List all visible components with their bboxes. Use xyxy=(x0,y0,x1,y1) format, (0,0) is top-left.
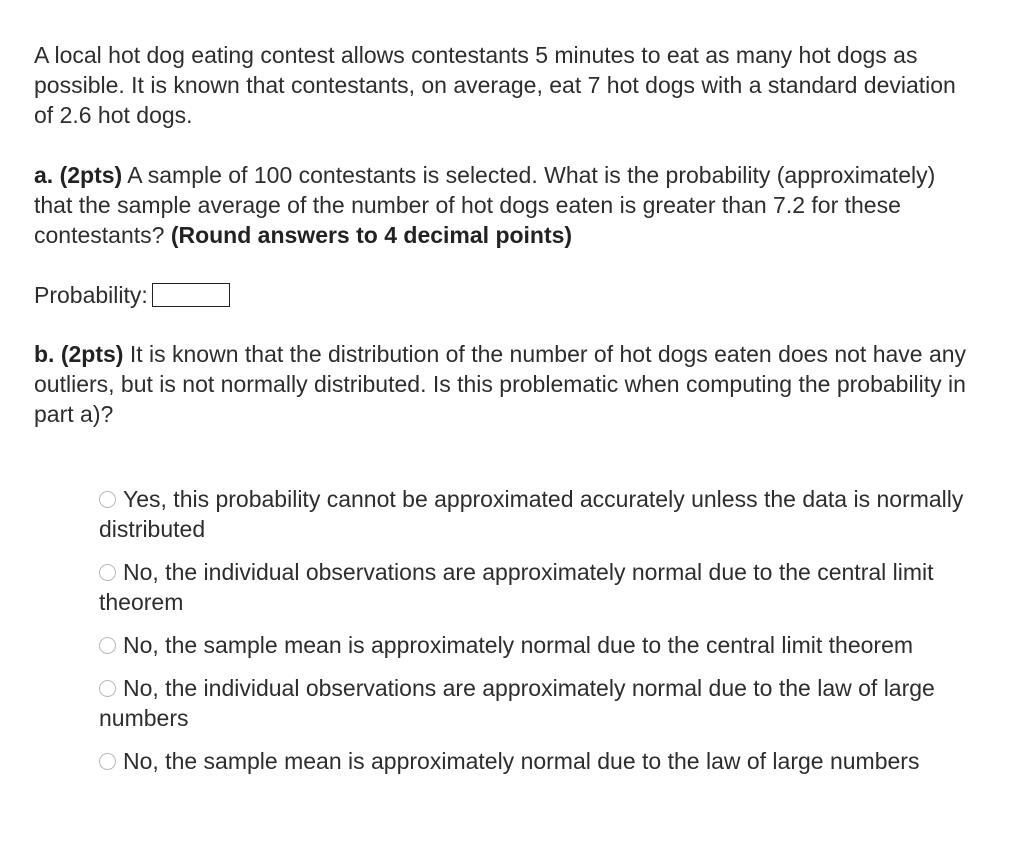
option-label: No, the sample mean is approximately normal due to the law of large numbers xyxy=(123,748,920,774)
probability-input[interactable] xyxy=(152,283,230,307)
probability-label: Probability: xyxy=(34,282,148,308)
radio-button[interactable] xyxy=(99,564,116,581)
radio-button[interactable] xyxy=(99,753,116,770)
part-b-text: It is known that the distribution of the number of hot dogs eaten does not have any outliers, but is not normally distributed. Is this problematic when computing the probability in part a)? xyxy=(34,341,967,427)
part-a-instruction: (Round answers to 4 decimal points) xyxy=(170,222,573,248)
radio-button[interactable] xyxy=(99,491,116,508)
problem-intro: A local hot dog eating contest allows contestants 5 minutes to eat as many hot dogs as possible. It is known that contestants, on average, eat 7 hot dogs with a standard deviation of 2.6 hot dogs. xyxy=(34,42,956,128)
part-a-text: A sample of 100 contestants is selected. What is the probability (approximately) that the sample average of the number of hot dogs eaten is greater than 7.2 for these contestants? xyxy=(34,162,936,248)
part-a-label: a. (2pts) xyxy=(34,162,123,188)
part-a-question xyxy=(34,160,974,250)
option-individual-clt[interactable] xyxy=(99,557,969,617)
part-b-question xyxy=(34,339,974,429)
option-label: No, the individual observations are approximately normal due to the central limit theorem xyxy=(99,559,934,615)
option-sample-mean-lln[interactable] xyxy=(99,746,969,776)
option-label: No, the individual observations are approximately normal due to the law of large numbers xyxy=(99,675,935,731)
option-label: Yes, this probability cannot be approximated accurately unless the data is normally distributed xyxy=(99,486,964,542)
option-label: No, the sample mean is approximately normal due to the central limit theorem xyxy=(123,632,914,658)
option-yes-normal-data[interactable] xyxy=(99,484,969,544)
answer-options xyxy=(99,484,969,789)
radio-button[interactable] xyxy=(99,680,116,697)
option-individual-lln[interactable] xyxy=(99,673,969,733)
part-b-label: b. (2pts) xyxy=(34,341,124,367)
option-sample-mean-clt[interactable] xyxy=(99,630,969,660)
radio-button[interactable] xyxy=(99,637,116,654)
probability-answer-row xyxy=(34,280,230,310)
